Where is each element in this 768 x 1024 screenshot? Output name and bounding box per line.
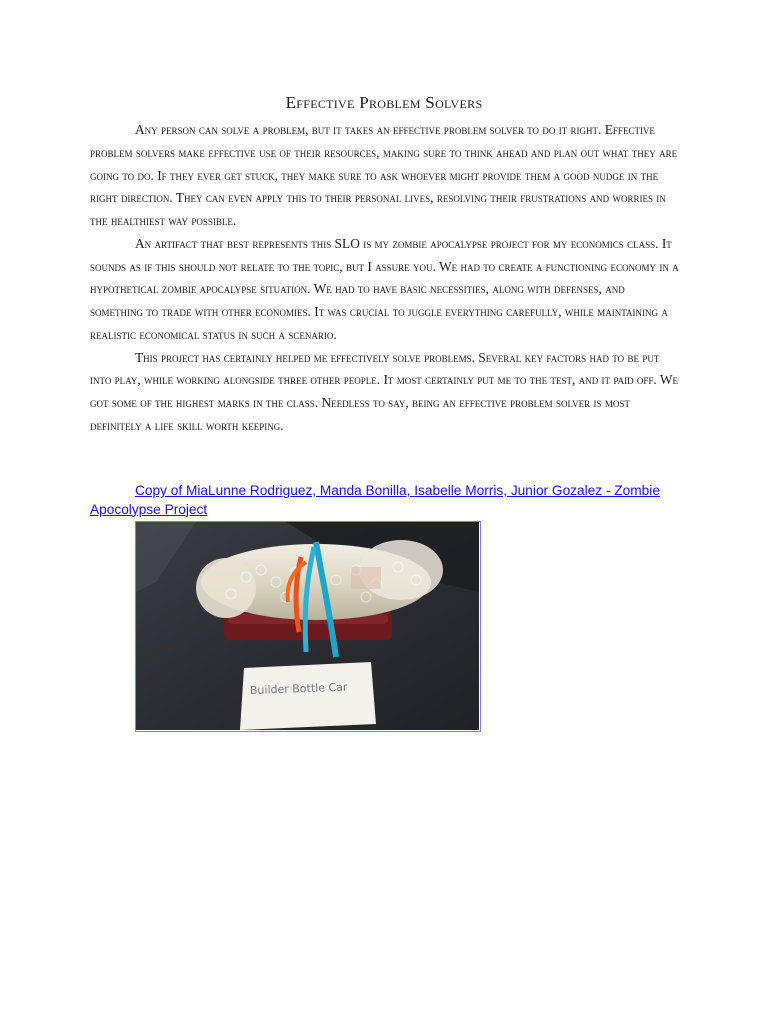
project-photo (135, 521, 481, 732)
project-link[interactable]: Copy of MiaLunne Rodriguez, Manda Bonilla, Isabelle Morris, Junior Gozalez - Zombie Apocolypse Project (90, 483, 660, 517)
card-label: Builder Bottle Car (249, 680, 348, 697)
document-body (90, 119, 680, 438)
paragraph-3: This project has certainly helped me effectively solve problems. Several key factors had to be put into play, while working alongside three other people. It most certainly put me to the test, and it paid off. We got some of the highest marks in the class. Needless to say, being an effective problem solver is most definitely a life skill worth keeping. (90, 349, 679, 433)
document-title: Effective Problem Solvers (285, 93, 483, 112)
paragraph-1: Any person can solve a problem, but it takes an effective problem solver to do it right. Effective problem solvers make effective use of their resources, making sure to think ahead and plan out what they are going to do. If they ever get stuck, they make sure to ask whoever might provide them a good nudge in the right direction. They can even apply this to their personal lives, resolving their frustrations and worries in the healthiest way possible. (90, 122, 678, 228)
paragraph-2: An artifact that best represents this SLO is my zombie apocalypse project for my economics class. It sounds as if this should not relate to the topic, but I assure you. We had to create a functioning economy in a hypothetical zombie apocalypse situation. We had to have basic necessities, along with defenses, and something to trade with other economies. It was crucial to juggle everything carefully, while maintaining a realistic economical status in such a scenario. (90, 235, 679, 342)
